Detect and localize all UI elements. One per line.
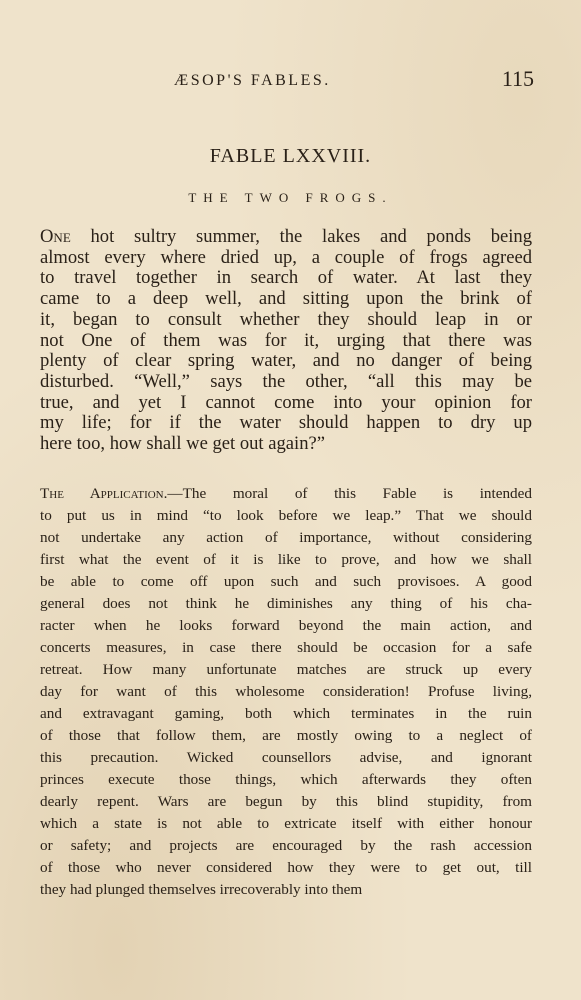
- application-line: first what the event of it is like to prove, and how we shall: [40, 551, 532, 568]
- application-line: of those that follow them, are mostly owing to a neglect of: [40, 727, 532, 744]
- fable-line: it, began to consult whether they should leap in or: [40, 308, 532, 330]
- fable-line: [40, 227, 532, 248]
- fable-line: came to a deep well, and sitting upon the brink of: [40, 288, 532, 310]
- application-line: and extravagant gaming, both which terminates in the ruin: [40, 705, 532, 722]
- application-paragraph: [40, 483, 532, 901]
- fable-line-text: hot sultry summer, the lakes and ponds being: [70, 226, 532, 247]
- application-line: racter when he looks forward beyond the main action, and: [40, 617, 532, 634]
- running-title: ÆSOP'S FABLES.: [174, 72, 331, 89]
- running-head: [40, 66, 536, 96]
- application-line: or safety; and projects are encouraged by the rash accession: [40, 837, 532, 854]
- application-line: be able to come off upon such and such provisoes. A good: [40, 573, 532, 590]
- fable-line: disturbed. “Well,” says the other, “all this may be: [40, 370, 532, 392]
- page-number: 115: [501, 66, 534, 91]
- application-line: concerts measures, in case there should be occasion for a safe: [40, 639, 532, 656]
- fable-line: my life; for if the water should happen to dry up: [40, 412, 532, 434]
- fable-line: true, and yet I cannot come into your opinion for: [40, 391, 532, 413]
- fable-line: to travel together in search of water. At last they: [40, 267, 532, 289]
- fable-line: not One of them was for it, urging that there was: [40, 329, 532, 351]
- fable-subtitle: THE TWO FROGS.: [188, 190, 393, 205]
- application-line: to put us in mind “to look before we leap.” That we should: [40, 507, 532, 524]
- application-line-text: —The moral of this Fable is intended: [167, 485, 532, 502]
- application-line: which a state is not able to extricate itself with either honour: [40, 815, 532, 832]
- application-line: general does not think he diminishes any thing of his cha-: [40, 595, 532, 612]
- application-line: princes execute those things, which afterwards they often: [40, 771, 532, 788]
- application-line: [40, 483, 532, 505]
- application-line: this precaution. Wicked counsellors advise, and ignorant: [40, 749, 532, 766]
- application-line: they had plunged themselves irrecoverably into them: [40, 881, 363, 898]
- application-line: day for want of this wholesome consideration! Profuse living,: [40, 683, 532, 700]
- application-line: of those who never considered how they were to get out, till: [40, 859, 532, 876]
- application-line: retreat. How many unfortunate matches are struck up every: [40, 661, 532, 678]
- fable-line: here too, how shall we get out again?”: [40, 433, 326, 455]
- application-label: The Application.: [40, 485, 168, 502]
- application-line: dearly repent. Wars are begun by this blind stupidity, from: [40, 793, 532, 810]
- fable-line: almost every where dried up, a couple of frogs agreed: [40, 246, 532, 268]
- fable-title: FABLE LXXVIII.: [209, 145, 372, 167]
- fable-line: plenty of clear spring water, and no danger of being: [40, 350, 532, 372]
- fable-first-word: One: [40, 226, 71, 247]
- fable-body: [40, 227, 532, 455]
- application-line: not undertake any action of importance, without considering: [40, 529, 532, 546]
